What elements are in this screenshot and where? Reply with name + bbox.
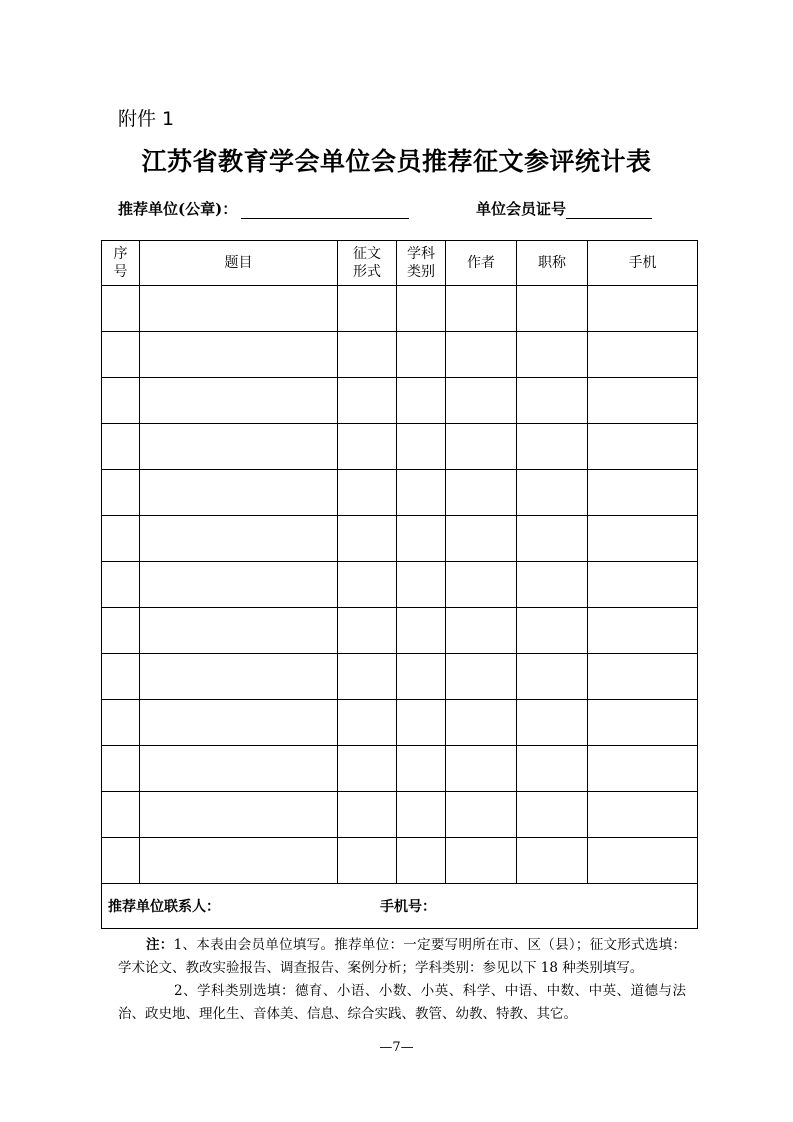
header-phone: 手机 — [588, 241, 698, 286]
table-cell[interactable] — [140, 332, 338, 378]
table-cell[interactable] — [397, 746, 446, 792]
table-row — [102, 608, 698, 654]
statistics-table — [101, 240, 698, 929]
contact-cell[interactable] — [102, 884, 698, 929]
table-row — [102, 286, 698, 332]
table-cell[interactable] — [588, 286, 698, 332]
unit-field-label: 推荐单位(公章)： — [118, 200, 238, 218]
table-cell[interactable] — [588, 562, 698, 608]
note-2: 2、学科类别选填：德育、小语、小数、小英、科学、中语、中数、中英、道德与法治、政史地、理化生、音体美、信息、综合实践、教管、幼教、特教、其它。 — [118, 983, 686, 1022]
table-cell[interactable] — [446, 792, 517, 838]
table-cell[interactable] — [338, 792, 397, 838]
table-cell[interactable] — [102, 700, 140, 746]
table-cell[interactable] — [588, 792, 698, 838]
table-cell[interactable] — [140, 608, 338, 654]
table-cell[interactable] — [446, 562, 517, 608]
table-row — [102, 838, 698, 884]
unit-input-line[interactable] — [241, 202, 409, 219]
table-cell[interactable] — [397, 562, 446, 608]
note-1 — [118, 934, 686, 980]
table-cell[interactable] — [102, 332, 140, 378]
table-cell[interactable] — [338, 700, 397, 746]
table-cell[interactable] — [588, 378, 698, 424]
table-body — [102, 286, 698, 884]
table-cell[interactable] — [338, 286, 397, 332]
table-cell[interactable] — [102, 516, 140, 562]
table-cell[interactable] — [102, 838, 140, 884]
table-cell[interactable] — [397, 792, 446, 838]
table-cell[interactable] — [397, 700, 446, 746]
header-subject: 学科 类别 — [397, 241, 446, 286]
table-cell[interactable] — [102, 792, 140, 838]
table-cell[interactable] — [517, 608, 588, 654]
table-row — [102, 562, 698, 608]
table-row — [102, 332, 698, 378]
header-title: 职称 — [517, 241, 588, 286]
table-cell[interactable] — [338, 332, 397, 378]
table-cell[interactable] — [517, 792, 588, 838]
table-cell[interactable] — [517, 470, 588, 516]
cert-input-line[interactable] — [566, 202, 652, 219]
table-cell[interactable] — [446, 700, 517, 746]
table-cell[interactable] — [517, 654, 588, 700]
table-row — [102, 792, 698, 838]
table-cell[interactable] — [338, 470, 397, 516]
table-cell[interactable] — [140, 700, 338, 746]
table-cell[interactable] — [102, 424, 140, 470]
table-cell[interactable] — [140, 470, 338, 516]
header-form: 征文 形式 — [338, 241, 397, 286]
table-cell[interactable] — [588, 516, 698, 562]
header-topic: 题目 — [140, 241, 338, 286]
table-cell[interactable] — [102, 746, 140, 792]
table-cell[interactable] — [397, 424, 446, 470]
table-cell[interactable] — [338, 608, 397, 654]
table-cell[interactable] — [140, 654, 338, 700]
table-cell[interactable] — [102, 608, 140, 654]
table-cell[interactable] — [446, 286, 517, 332]
table-footer-row — [102, 884, 698, 929]
table-cell[interactable] — [397, 286, 446, 332]
table-cell[interactable] — [140, 562, 338, 608]
table-row — [102, 516, 698, 562]
table-cell[interactable] — [102, 378, 140, 424]
table-cell[interactable] — [446, 654, 517, 700]
unit-field — [118, 198, 409, 219]
table-cell[interactable] — [588, 608, 698, 654]
table-cell[interactable] — [517, 516, 588, 562]
table-cell[interactable] — [517, 286, 588, 332]
table-cell[interactable] — [517, 378, 588, 424]
table-cell[interactable] — [446, 470, 517, 516]
table-cell[interactable] — [140, 286, 338, 332]
table-cell[interactable] — [338, 424, 397, 470]
footer-phone-label: 手机号： — [380, 899, 436, 915]
table-cell[interactable] — [446, 516, 517, 562]
table-cell[interactable] — [517, 746, 588, 792]
table-header-row — [102, 241, 698, 286]
table-cell[interactable] — [446, 332, 517, 378]
notes-prefix: 注： — [146, 937, 174, 953]
table-cell[interactable] — [397, 378, 446, 424]
table-cell[interactable] — [140, 746, 338, 792]
table-cell[interactable] — [338, 516, 397, 562]
table-cell[interactable] — [446, 424, 517, 470]
page-number: —7— — [379, 1040, 414, 1055]
table-cell[interactable] — [588, 470, 698, 516]
table-cell[interactable] — [588, 700, 698, 746]
table-cell[interactable] — [140, 516, 338, 562]
table-cell[interactable] — [397, 608, 446, 654]
table-cell[interactable] — [446, 838, 517, 884]
attachment-label: 附件 1 — [118, 108, 175, 130]
table-cell[interactable] — [517, 332, 588, 378]
contact-label: 推荐单位联系人： — [108, 899, 220, 915]
cert-field — [476, 198, 652, 219]
table-cell[interactable] — [338, 378, 397, 424]
table-cell[interactable] — [588, 332, 698, 378]
table-cell[interactable] — [102, 286, 140, 332]
table-cell[interactable] — [588, 424, 698, 470]
table-cell[interactable] — [588, 746, 698, 792]
table-cell[interactable] — [140, 424, 338, 470]
table-cell[interactable] — [446, 746, 517, 792]
table-row — [102, 378, 698, 424]
table-cell[interactable] — [338, 838, 397, 884]
table-cell[interactable] — [102, 470, 140, 516]
note-1-text: 1、本表由会员单位填写。推荐单位：一定要写明所在市、区（县）；征文形式选填：学术论文、教改实验报告、调查报告、案例分析；学科类别：参见以下 18 种类别填写。 — [118, 937, 687, 976]
table-cell[interactable] — [397, 654, 446, 700]
table-cell[interactable] — [397, 470, 446, 516]
table-cell[interactable] — [102, 562, 140, 608]
table-cell[interactable] — [517, 700, 588, 746]
table-cell[interactable] — [397, 516, 446, 562]
table-cell[interactable] — [397, 838, 446, 884]
table-cell[interactable] — [517, 562, 588, 608]
table-cell[interactable] — [446, 608, 517, 654]
table-cell[interactable] — [446, 378, 517, 424]
table-row — [102, 700, 698, 746]
table-cell[interactable] — [102, 654, 140, 700]
table-cell[interactable] — [338, 654, 397, 700]
table-cell[interactable] — [338, 746, 397, 792]
table-row — [102, 424, 698, 470]
header-author: 作者 — [446, 241, 517, 286]
table-cell[interactable] — [588, 654, 698, 700]
table-cell[interactable] — [140, 378, 338, 424]
table-cell[interactable] — [397, 332, 446, 378]
notes-section — [118, 934, 686, 1026]
table-row — [102, 470, 698, 516]
table-cell[interactable] — [338, 562, 397, 608]
header-seq: 序 号 — [102, 241, 140, 286]
page-title: 江苏省教育学会单位会员推荐征文参评统计表 — [141, 147, 652, 176]
table-row — [102, 746, 698, 792]
table-cell[interactable] — [140, 838, 338, 884]
table-cell[interactable] — [588, 838, 698, 884]
table-cell[interactable] — [140, 792, 338, 838]
cert-field-label: 单位会员证号 — [476, 200, 567, 218]
table-cell[interactable] — [517, 424, 588, 470]
table-row — [102, 654, 698, 700]
table-cell[interactable] — [517, 838, 588, 884]
